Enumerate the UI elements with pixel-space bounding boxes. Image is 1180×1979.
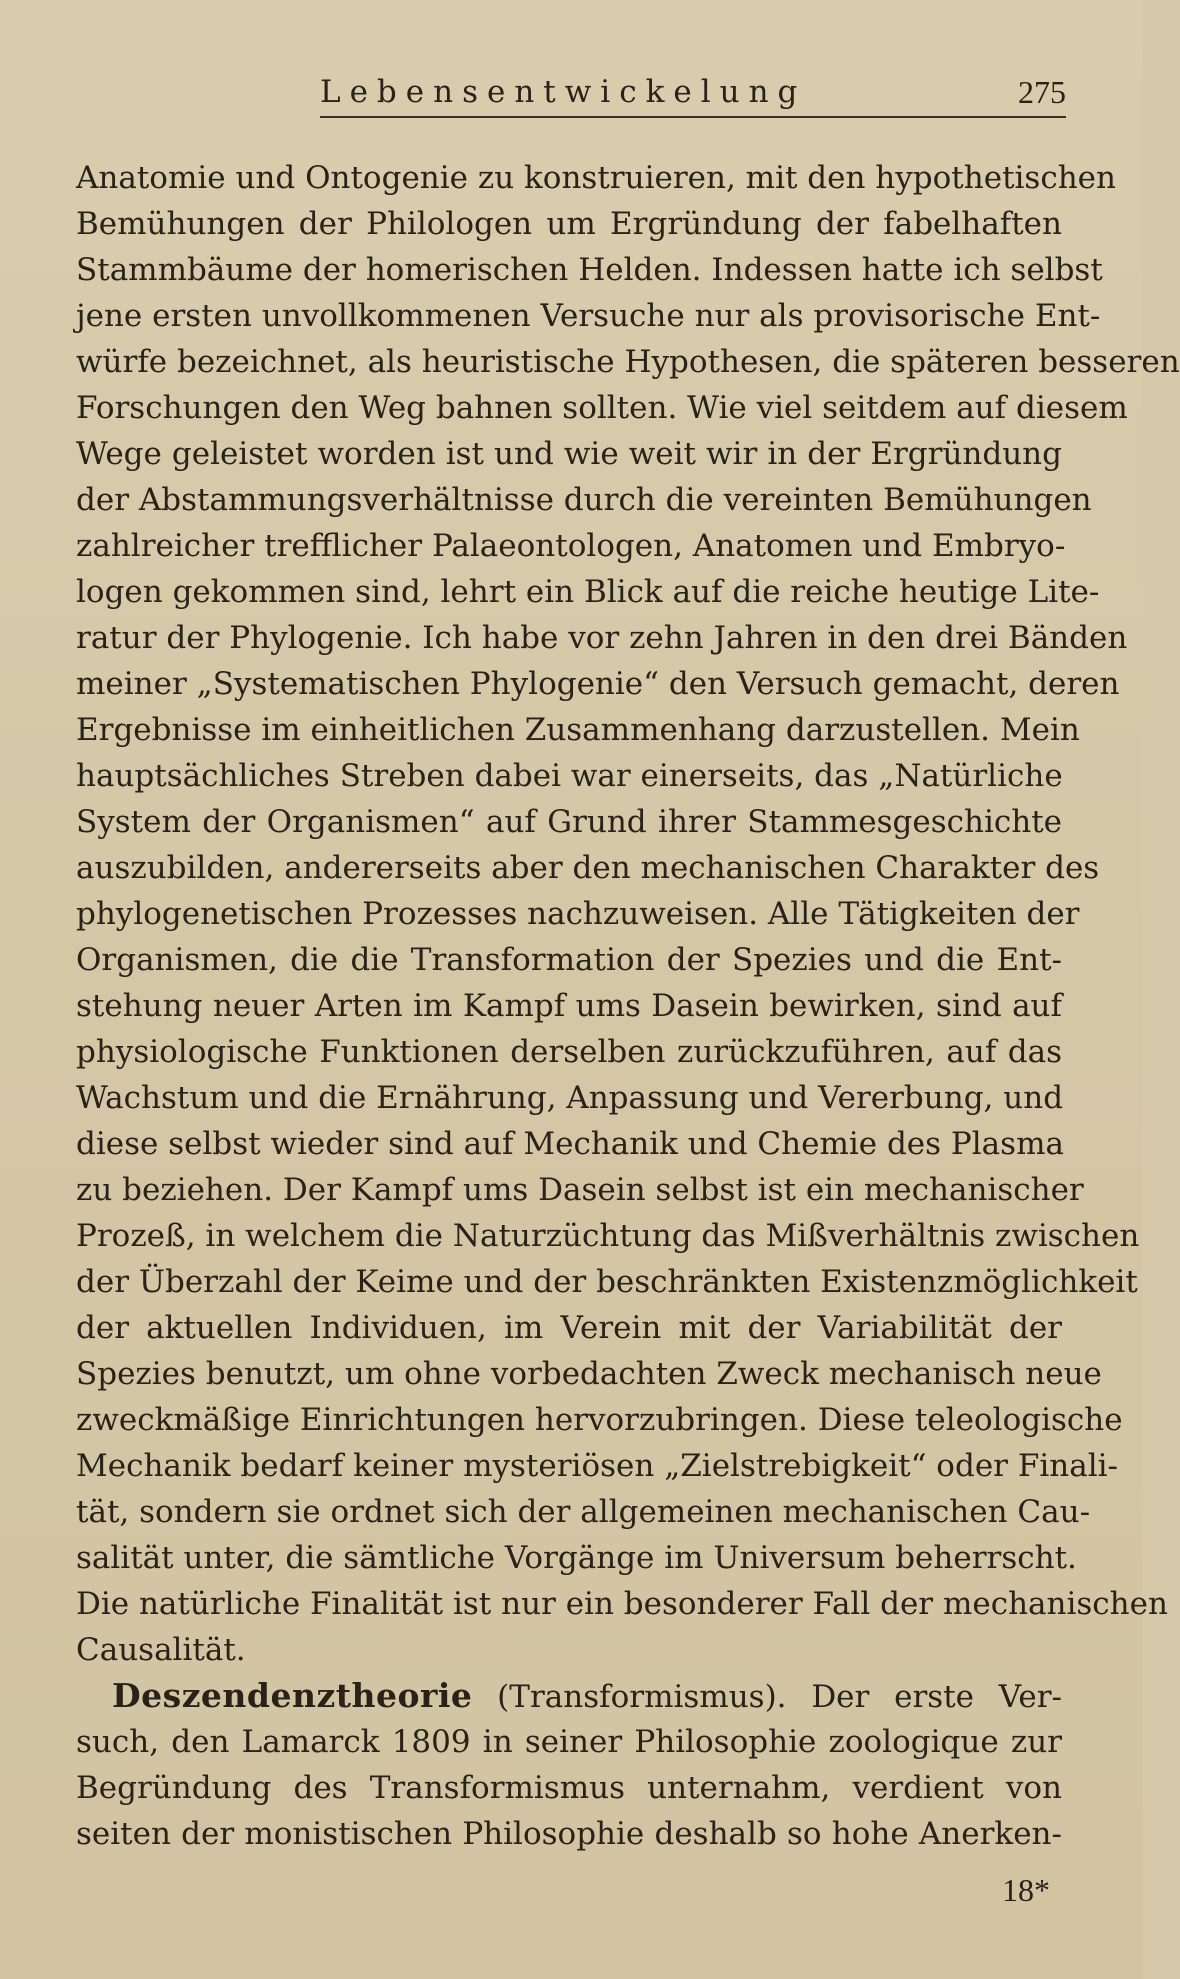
text-line: diese selbst wieder sind auf Mechanik und Chemie des Plasma [76, 1126, 1064, 1162]
text-line: phylogenetischen Prozesses nachzuweisen. Alle Tätigkeiten der [76, 896, 1080, 932]
text-line: Ergebnisse im einheitlichen Zusammenhang darzustellen. Mein [76, 712, 1080, 748]
text-line: Wachstum und die Ernährung, Anpassung und Vererbung, und [76, 1080, 1064, 1116]
text-line: meiner „Systematischen Phylogenie“ den Versuch gemacht, deren [76, 666, 1120, 702]
text-line: Mechanik bedarf keiner mysteriösen „Zielstrebigkeit“ oder Finali- [76, 1448, 1119, 1484]
text-line: Anatomie und Ontogenie zu konstruieren, mit den hypothetischen [76, 160, 1116, 196]
paragraph-1 [76, 155, 1180, 1673]
text-line: Prozeß, in welchem die Naturzüchtung das Mißverhältnis zwischen [76, 1218, 1140, 1254]
text-line: der Abstammungsverhältnisse durch die vereinten Bemühungen [76, 482, 1092, 518]
text-line: Organismen, die die Transformation der Spezies und die Ent- [76, 942, 1062, 978]
text-line: Die natürliche Finalität ist nur ein besonderer Fall der mechanischen [76, 1586, 1168, 1622]
running-head [320, 70, 1066, 118]
text-line: Stammbäume der homerischen Helden. Indessen hatte ich selbst [76, 252, 1103, 288]
text-line: der Überzahl der Keime und der beschränkten Existenzmöglichkeit [76, 1264, 1138, 1300]
text-line: stehung neuer Arten im Kampf ums Dasein bewirken, sind auf [76, 988, 1062, 1024]
text-line: such, den Lamarck 1809 in seiner Philosophie zoologique zur [76, 1724, 1062, 1760]
text-line: zahlreicher trefflicher Palaeontologen, Anatomen und Embryo- [76, 528, 1066, 564]
text-line-with-heading [76, 1673, 1062, 1719]
text-line: hauptsächliches Streben dabei war einerseits, das „Natürliche [76, 758, 1063, 794]
text-line: System der Organismen“ auf Grund ihrer Stammesgeschichte [76, 804, 1062, 840]
text-line: Begründung des Transformismus unternahm, verdient von [76, 1770, 1062, 1806]
text-line: physiologische Funktionen derselben zurückzuführen, auf das [76, 1034, 1062, 1070]
text-line: Causalität. [76, 1632, 246, 1668]
text-line: zu beziehen. Der Kampf ums Dasein selbst ist ein mechanischer [76, 1172, 1084, 1208]
signature-mark: 18* [1002, 1872, 1050, 1908]
text-line: würfe bezeichnet, als heuristische Hypothesen, die späteren besseren [76, 344, 1180, 380]
text-line: auszubilden, andererseits aber den mechanischen Charakter des [76, 850, 1100, 886]
heading-line-rest: (Transformismus). Der erste Ver- [472, 1679, 1062, 1715]
text-line: Spezies benutzt, um ohne vorbedachten Zweck mechanisch neue [76, 1356, 1102, 1392]
text-line: salität unter, die sämtliche Vorgänge im Universum beherrscht. [76, 1540, 1077, 1576]
running-title: Lebensentwickelung [320, 74, 807, 110]
text-line: Wege geleistet worden ist und wie weit wir in der Ergründung [76, 436, 1062, 472]
section-heading: Deszendenztheorie [112, 1676, 473, 1715]
text-line: Bemühungen der Philologen um Ergründung der fabelhaften [76, 206, 1062, 242]
text-line: zweckmäßige Einrichtungen hervorzubringen. Diese teleologische [76, 1402, 1123, 1438]
text-line: jene ersten unvollkommenen Versuche nur als provisorische Ent- [76, 298, 1101, 334]
text-line: seiten der monistischen Philosophie deshalb so hohe Anerken- [76, 1816, 1062, 1852]
page-number: 275 [1018, 74, 1066, 110]
text-line: Forschungen den Weg bahnen sollten. Wie viel seitdem auf diesem [76, 390, 1128, 426]
body-text [76, 155, 1180, 1857]
text-line: der aktuellen Individuen, im Verein mit der Variabilität der [76, 1310, 1062, 1346]
text-line: tät, sondern sie ordnet sich der allgemeinen mechanischen Cau- [76, 1494, 1091, 1530]
paragraph-2 [76, 1673, 1062, 1857]
text-line: ratur der Phylogenie. Ich habe vor zehn Jahren in den drei Bänden [76, 620, 1128, 656]
text-line: logen gekommen sind, lehrt ein Blick auf die reiche heutige Lite- [76, 574, 1100, 610]
